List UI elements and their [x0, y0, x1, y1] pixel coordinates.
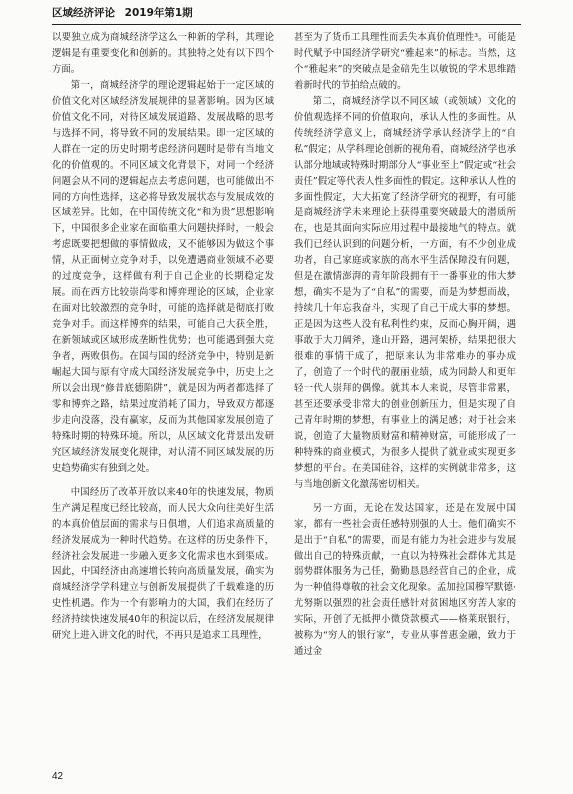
paragraph: 以要独立成为商城经济学这么一种新的学科，其理论逻辑是有重要变化和创新的。其独特之处有以下四个方面。	[52, 32, 274, 75]
issue-label: 2019年第1期	[124, 7, 193, 19]
paragraph: 第一，商城经济学的理论逻辑起始于一定区域的价值文化对区域经济发展规律的显著影响。因为区域价值文化不同，对待区域发展道路、发展战略的思考与选择不同，将导致不同的发展结果。即一定区域的人群在一定的历史时期考虑经济问题时是带有当地文化的价值观的。不同区域文化背景下，对同一个经济问题会从不同的逻辑起点去考虑问题，也可能做出不同的方向性选择，这必将导致发展状态与发展成效的区域差异。比如，在中国传统文化“和为贵”思想影响下，中国很多企业家在面临重大问题抉择时，一般会考虑既要把想做的事情做成，又不能够因为做这个事情，从正面树立竞争对手，以免遭遇商业领域不必要的过度竞争，这样做有利于自己企业的长期稳定发展。而在西方比较崇尚零和博弈理论的区域，企业家在面对比较激烈的竞争时，可能的选择就是彻底打败竞争对手。而这样博弈的结果，可能自己大获全胜，在新领域或区域形成垄断性优势；也可能遇到强大竞争者，两败俱伤。在国与国的经济竞争中，特别是新崛起大国与原有守成大国经济发展竞争中，历史上之所以会出现“修昔底德陷阱”，就是因为两者都选择了零和博弈之路，结果过度消耗了国力，导致双方都逐步走向没落，没有赢家，反而为其他国家发展创造了特殊时期的特殊环境。所以，从区域文化背景出发研究区域经济发展变化规律，对认清不同区域发展的历史趋势确实有独到之处。	[52, 79, 274, 474]
left-column	[52, 30, 274, 644]
right-column	[294, 30, 516, 660]
paragraph: 第二，商城经济学以不同区域（或领域）文化的价值观选择不同的价值取向，承认人性的多面性。从传统经济学意义上，商城经济学承认经济学上的“自私”假定；从学科理论创新的视角看，商城经济学也承认部分地域或特殊时期部分人“事业至上”假定或“社会责任”假定等代表人性多面性的假定。这种承认人性的多面性假定，大大拓宽了经济学研究的视野，有可能是商城经济学未来理论上获得重要突破最大的潜质所在，也是其面向实际应用过程中最接地气的特点。就我们已经认识到的问题分析，一方面，有不少创业成功者，自己家庭或家族的高水平生活保障没有问题，但是在激情澎湃的青年阶段拥有干一番事业的伟大梦想，确实不是为了“自私”的需要，而是为梦想而战，持续几十年忘我奋斗，实现了自己干成大事的梦想。正是因为这些人没有私利性约束，反而心胸开阔，遇事敢于大刀阔斧，逢山开路，遇河架桥，结果把很大很难的事情干成了，把原来认为非常难办的事办成了，创造了一个时代的靓丽业绩，成为同龄人和更年轻一代人崇拜的偶像。就其本人来说，尽管非常累，甚至还要承受非常大的创业创新压力，但是实现了自己青年时期的梦想，有事业上的满足感；对于社会来说，创造了大量物质财富和精神财富，可能形成了一种特殊的商业模式，为很多人提供了就业或实现更多梦想的平台。在美国硅谷，这样的实例就非常多，这与当地创新文化激荡密切相关。	[294, 95, 516, 490]
paragraph: 中国经历了改革开放以来40年的快速发展，物质生产满足程度已经比较高，而人民大众向往美好生活的本真价值层面的需求与日俱增，人们追求高质量的经济发展成为一种时代趋势。在这样的历史条件下，经济社会发展进一步融入更多文化需求也水到渠成。因此，中国经济由高速增长转向高质量发展，确实为商城经济学学科建立与创新发展提供了千载难逢的历史性机遇。作为一个有影响力的大国，我们在经历了经济持续快速发展40年的积淀以后，在经济发展规律研究上进入讲文化的时代，不再只是追求工具理性，	[52, 486, 274, 642]
page-number: 42	[52, 771, 64, 782]
running-header	[52, 3, 521, 25]
paragraph: 另一方面，无论在发达国家，还是在发展中国家，都有一些社会责任感特别强的人士。他们确实不是出于“自私”的需要，而是有能力为社会进步与发展做出自己的特殊贡献，一直以为特殊社会群体尤其是弱势群体服务为己任，勤勤恳恳经营自己的企业，成为一种值得尊敬的社会文化现象。孟加拉国穆罕默德·尤努斯以强烈的社会责任感针对贫困地区穷苦人家的实际，开创了无抵押小微贷款模式——格莱珉银行，被称为“穷人的银行家”，专业从事普惠金融，致力于通过金	[294, 502, 516, 658]
paragraph: 甚至为了货币工具理性而丢失本真价值理性³。可能是时代赋予中国经济学研究“雅起来”的标志。当然，这个“雅起来”的突破点是金碚先生以敏锐的学术思维踏着新时代的节拍给点破的。	[294, 32, 516, 91]
journal-title: 区域经济评论	[52, 7, 115, 19]
